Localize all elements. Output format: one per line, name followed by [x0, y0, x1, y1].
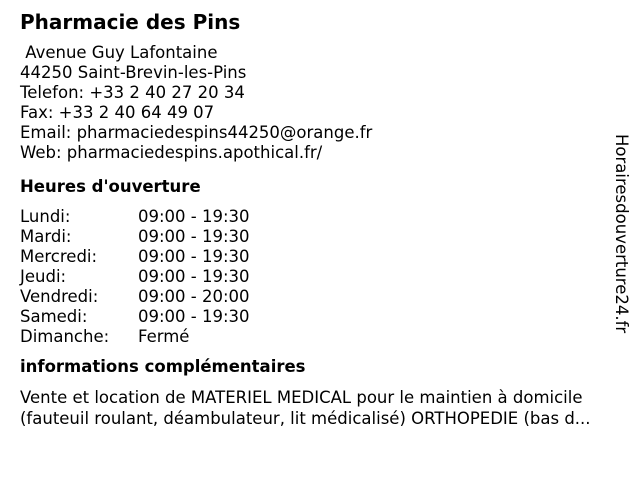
site-brand-vertical[interactable]: Horairesdouverture24.fr: [612, 134, 631, 334]
pharmacy-card: [20, 10, 620, 429]
contact-block: [20, 43, 620, 163]
day-hours: 09:00 - 19:30: [138, 207, 250, 226]
hours-row-wednesday: [20, 247, 620, 267]
address-city: 44250 Saint-Brevin-les-Pins: [20, 63, 247, 82]
day-label: Mercredi:: [20, 247, 98, 266]
hours-row-sunday: [20, 327, 620, 347]
additional-info-text: [20, 387, 630, 429]
day-hours: 09:00 - 19:30: [138, 307, 250, 326]
day-label: Jeudi:: [20, 267, 67, 286]
info-line: (fauteuil roulant, déambulateur, lit médicalisé) ORTHOPEDIE (bas d...: [20, 409, 591, 428]
hours-row-monday: [20, 207, 620, 227]
day-hours: 09:00 - 19:30: [138, 267, 250, 286]
additional-info-heading: informations complémentaires: [20, 357, 306, 376]
day-hours: 09:00 - 20:00: [138, 287, 250, 306]
phone-number[interactable]: Telefon: +33 2 40 27 20 34: [20, 83, 245, 102]
hours-row-tuesday: [20, 227, 620, 247]
opening-hours-table: [20, 207, 620, 347]
hours-row-saturday: [20, 307, 620, 327]
pharmacy-name: Pharmacie des Pins: [20, 10, 241, 34]
day-label: Lundi:: [20, 207, 71, 226]
day-hours: 09:00 - 19:30: [138, 247, 250, 266]
hours-row-friday: [20, 287, 620, 307]
day-label: Mardi:: [20, 227, 72, 246]
day-label: Dimanche:: [20, 327, 110, 346]
hours-row-thursday: [20, 267, 620, 287]
fax-number: Fax: +33 2 40 64 49 07: [20, 103, 215, 122]
day-hours: Fermé: [138, 327, 190, 346]
opening-hours-heading: Heures d'ouverture: [20, 177, 201, 196]
address-street: Avenue Guy Lafontaine: [20, 43, 218, 62]
day-hours: 09:00 - 19:30: [138, 227, 250, 246]
day-label: Vendredi:: [20, 287, 99, 306]
website-link[interactable]: Web: pharmaciedespins.apothical.fr/: [20, 143, 323, 162]
day-label: Samedi:: [20, 307, 88, 326]
email-link[interactable]: Email: pharmaciedespins44250@orange.fr: [20, 123, 373, 142]
info-line: Vente et location de MATERIEL MEDICAL pour le maintien à domicile: [20, 388, 583, 407]
